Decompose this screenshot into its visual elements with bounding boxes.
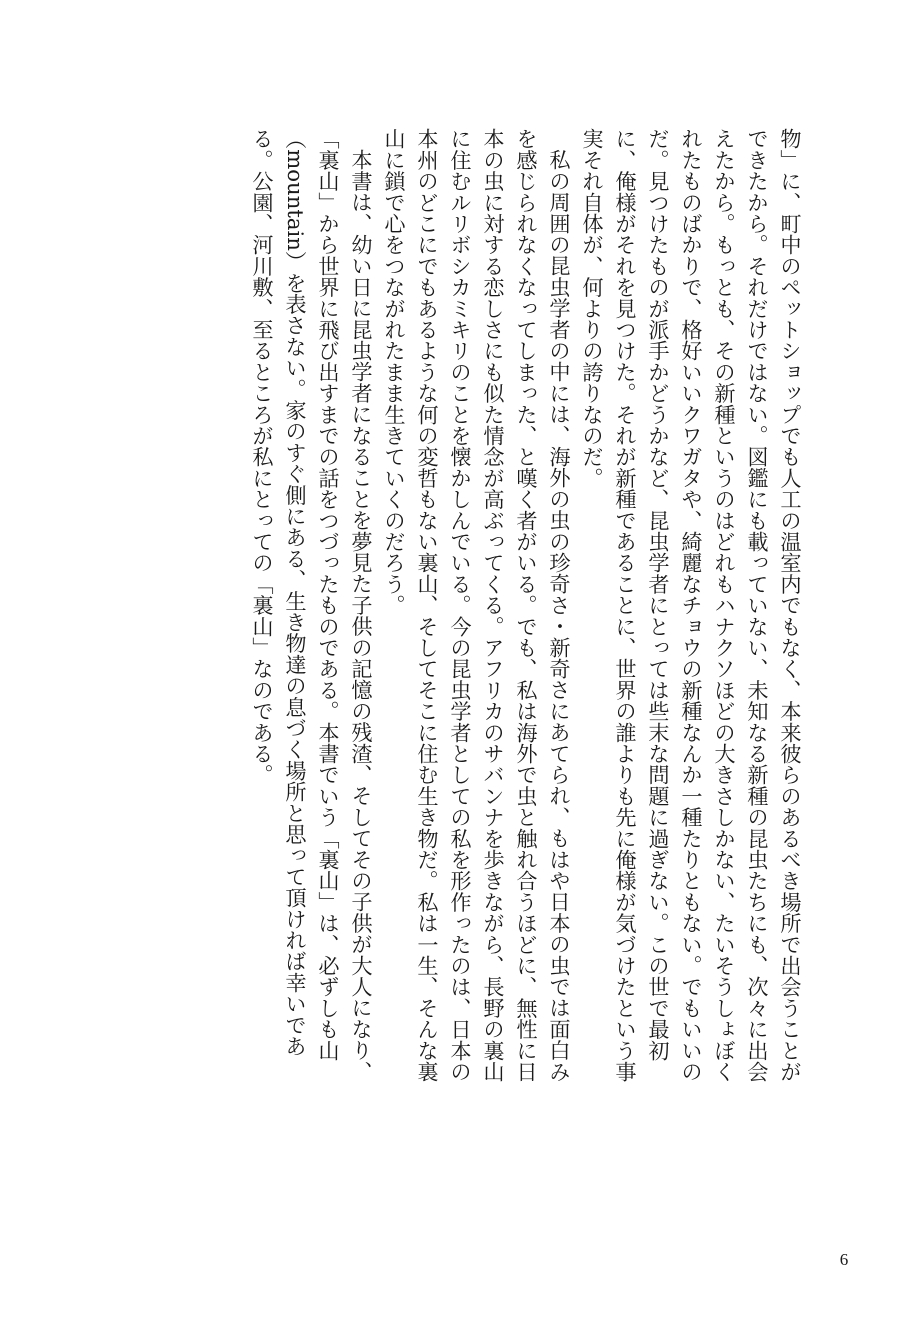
paragraph-continued: 物」に、町中のペットショップでも人工の温室内でもなく、本来彼らのあるべき場所で出会うことができたから。それだけではない。図鑑にも載っていない、未知なる新種の昆虫たちにも、次々に出会えたから。もっとも、その新種というのはどれもハナクソほどの大きさしかない、たいそうしょぼくれたものばかりで、格好いいクワガタや、綺麗なチョウの新種なんか一種たりともない。でもいいのだ。見つけたものが派手かどうかなど、昆虫学者にとっては些末な問題に過ぎない。この世で最初に、俺様がそれを見つけた。それが新種であることに、世界の誰よりも先に俺様が気づけたという事実それ自体が、何よりの誇りなのだ。 [580, 128, 803, 1082]
page-number: 6 [839, 1250, 849, 1269]
vertical-text-block [175, 128, 807, 1090]
paragraph-about-this-book: 本書は、幼い日に昆虫学者になることを夢見た子供の記憶の残渣、そしてその子供が大人になり、「裏山」から世界に飛び出すまでの話をつづったものである。本書でいう「裏山」は、必ずしも山（mountain）を表さない。家のすぐ側にある、生き物達の息づく場所と思って頂ければ幸いである。公園、河川敷、至るところが私にとっての「裏山」なのである。 [250, 128, 374, 1082]
paragraph-entomologists: 私の周囲の昆虫学者の中には、海外の虫の珍奇さ・新奇さにあてられ、もはや日本の虫では面白みを感じられなくなってしまった、と嘆く者がいる。でも、私は海外で虫と触れ合うほどに、無性に日本の虫に対する恋しさにも似た情念が高ぶってくる。アフリカのサバンナを歩きながら、長野の裏山に住むルリボシカミキリのことを懐かしんでいる。今の昆虫学者としての私を形作ったのは、日本の本州のどこにでもあるような何の変哲もない裏山、そしてそこに住む生き物だ。私は一生、そんな裏山に鎖で心をつながれたまま生きていくのだろう。 [382, 128, 572, 1083]
